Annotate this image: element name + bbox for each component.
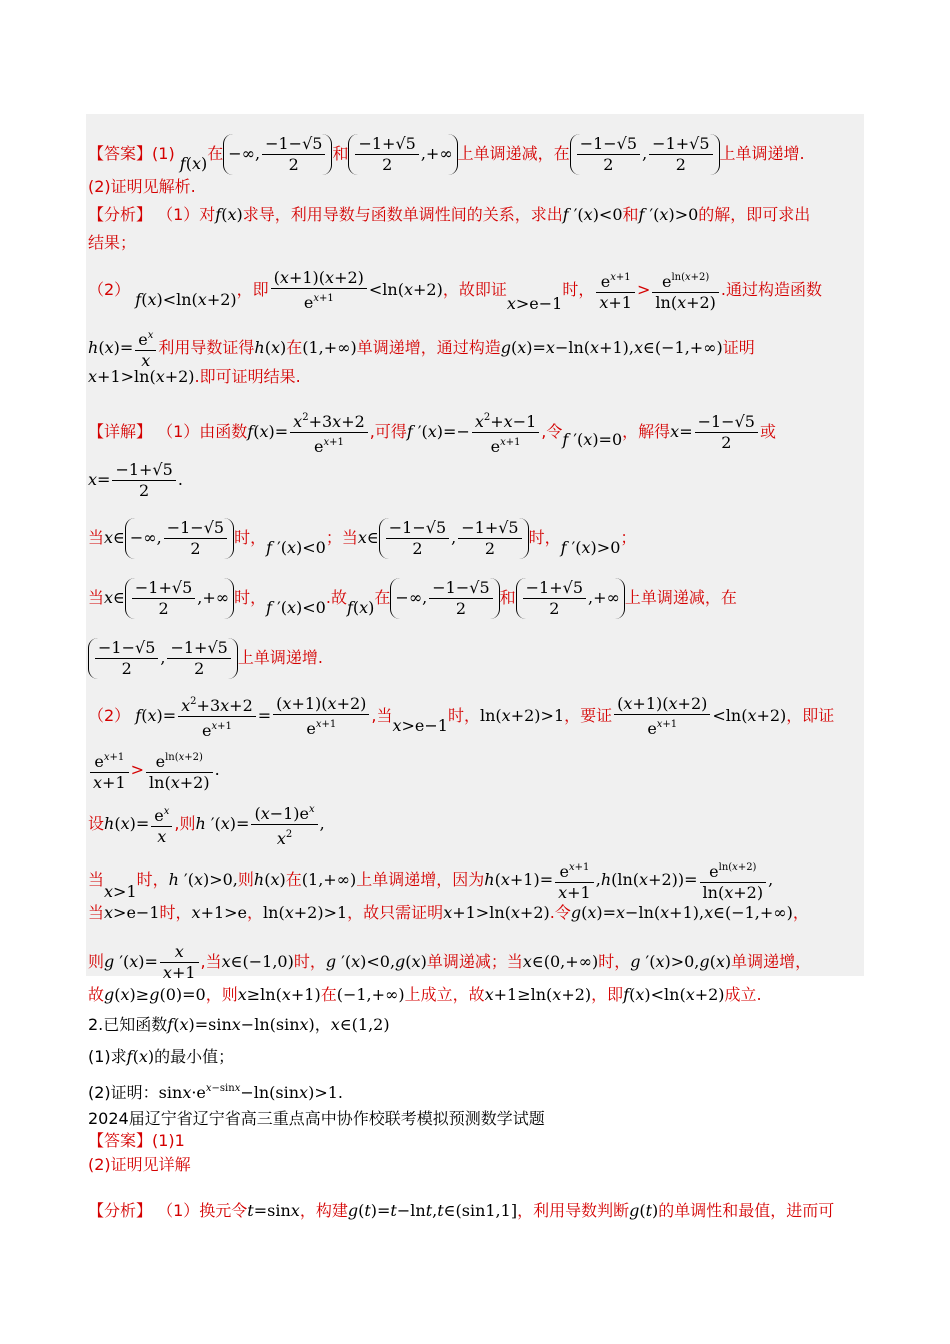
detail-line-8: 设h(x)= $\frac{e^x}{x}$ ,则h ′(x)= $\frac{(x-1)e^x}{x^2}$ , — [88, 800, 325, 849]
detail-line-3: 当x∈ −∞, $\frac{-1-√5}{2}$ 时，f ′(x)<0；当x∈ $\frac{-1-√5}{2}$ , $\frac{-1+√5}{2}$ 时，f ′(x)>0； — [88, 518, 637, 558]
detail-line-1: 【详解】 （1）由函数f(x)= $\frac{x^2+3x+2}{e^{x+1}}$ ,可得f ′(x)=− $\frac{x^2+x-1}{e^{x+1}}$ ,令f ′(x)=0，解得x= $\frac{-1-√5}{2}$ 或 — [88, 408, 776, 457]
detail-line-6: （2） f(x)= $\frac{x^2+3x+2}{e^{x+1}}$ = $\frac{(x+1)(x+2)}{e^{x+1}}$ ,当x>e−1时，ln(x+2)>1，要证 $\frac{(x+1)(x+2)}{e^{x+1}}$ <ln(x+2)，即证 — [88, 694, 835, 740]
question-2-part-2: (2)证明：$\sin x\cdot e^{x-sinx}-\ln(\sin x)>1$. — [88, 1083, 343, 1102]
analysis-line-5: x+1>ln(x+2).即可证明结果. — [88, 367, 301, 386]
detail-line-4: 当x∈ $\frac{-1+√5}{2}$ ,+∞ 时，f ′(x)<0.故f(x)在 −∞, $\frac{-1-√5}{2}$ 和 $\frac{-1+√5}{2}$ ,+∞ 上单调递减，在 — [88, 578, 737, 618]
detail-line-9: 当x>1时，h ′(x)>0,则h(x)在(1,+∞)上单调递增，因为h(x+1)= $\frac{e^{x+1}}{x+1}$ ,h(ln(x+2))= $\frac{e^{ln(x+2)}}{\ln(x+2)}$ , — [88, 858, 773, 903]
answer-2-line-1: 【答案】(1)1 — [88, 1131, 185, 1150]
analysis-line-2: 结果； — [88, 233, 137, 252]
detail-line-5: $\frac{-1-√5}{2}$ , $\frac{-1+√5}{2}$ 上单调递增. — [88, 638, 323, 679]
source-title: 2024届辽宁省辽宁省高三重点高中协作校联考模拟预测数学试题 — [88, 1109, 545, 1128]
answer-line-2: (2)证明见解析. — [88, 177, 196, 196]
analysis-line-3: （2） f(x)<ln(x+2)，即 $\frac{(x+1)(x+2)}{e^{x+1}}$ <ln(x+2)，故即证x>e−1时， $\frac{e^{x+1}}{x+1}$ > $\frac{e^{ln(x+2)}}{\ln(x+2)}$ .通过构造函数 — [88, 268, 823, 313]
answer-2-line-2: (2)证明见详解 — [88, 1155, 191, 1174]
answer-label: 【答案】 — [88, 144, 153, 163]
question-2: 2.已知函数f(x)=sinx−ln(sinx)，x∈(1,2) — [88, 1015, 390, 1034]
analysis-2-line-1: 【分析】 （1）换元令t=sinx，构建g(t)=t−lnt,t∈(sin1,1]，利用导数判断g(t)的单调性和最值，进而可 — [88, 1201, 835, 1220]
analysis-line-4: h(x)= $\frac{e^x}{x}$ 利用导数证得h(x)在(1,+∞)单调递增，通过构造g(x)=x−ln(x+1),x∈(−1,+∞)证明 — [88, 326, 755, 371]
detail-line-10: 当x>e−1时，x+1>e，ln(x+2)>1，故只需证明x+1>ln(x+2).令g(x)=x−ln(x+1),x∈(−1,+∞)， — [88, 903, 809, 922]
detail-line-12: 故g(x)≥g(0)=0，则x≥ln(x+1)在(−1,+∞)上成立，故x+1≥ln(x+2)，即f(x)<ln(x+2)成立. — [88, 985, 762, 1004]
analysis-line-1: 【分析】 （1）对f(x)求导，利用导数与函数单调性间的关系，求出f ′(x)<0和f ′(x)>0的解，即可求出 — [88, 205, 811, 224]
answer-line-1: 【答案】(1) f(x)在 −∞, $\frac{-1-√5}{2}$ 和 $\frac{-1+√5}{2}$ ,+∞ 上单调递减，在 $\frac{-1-√5}{2}$ , $\frac{-1+√5}{2}$ 上单调递增. — [88, 134, 805, 174]
detail-line-7: $\frac{e^{x+1}}{x+1}$ > $\frac{e^{ln(x+2)}}{\ln(x+2)}$ . — [88, 748, 220, 793]
detail-line-2: x= $\frac{-1+√5}{2}$ . — [88, 460, 183, 500]
question-2-part-1: (1)求f(x)的最小值； — [88, 1047, 235, 1066]
detail-line-11: 则g ′(x)= $\frac{x}{x+1}$ ,当x∈(−1,0)时，g ′(x)<0,g(x)单调递减；当x∈(0,+∞)时，g ′(x)>0,g(x)单调递增， — [88, 942, 812, 982]
